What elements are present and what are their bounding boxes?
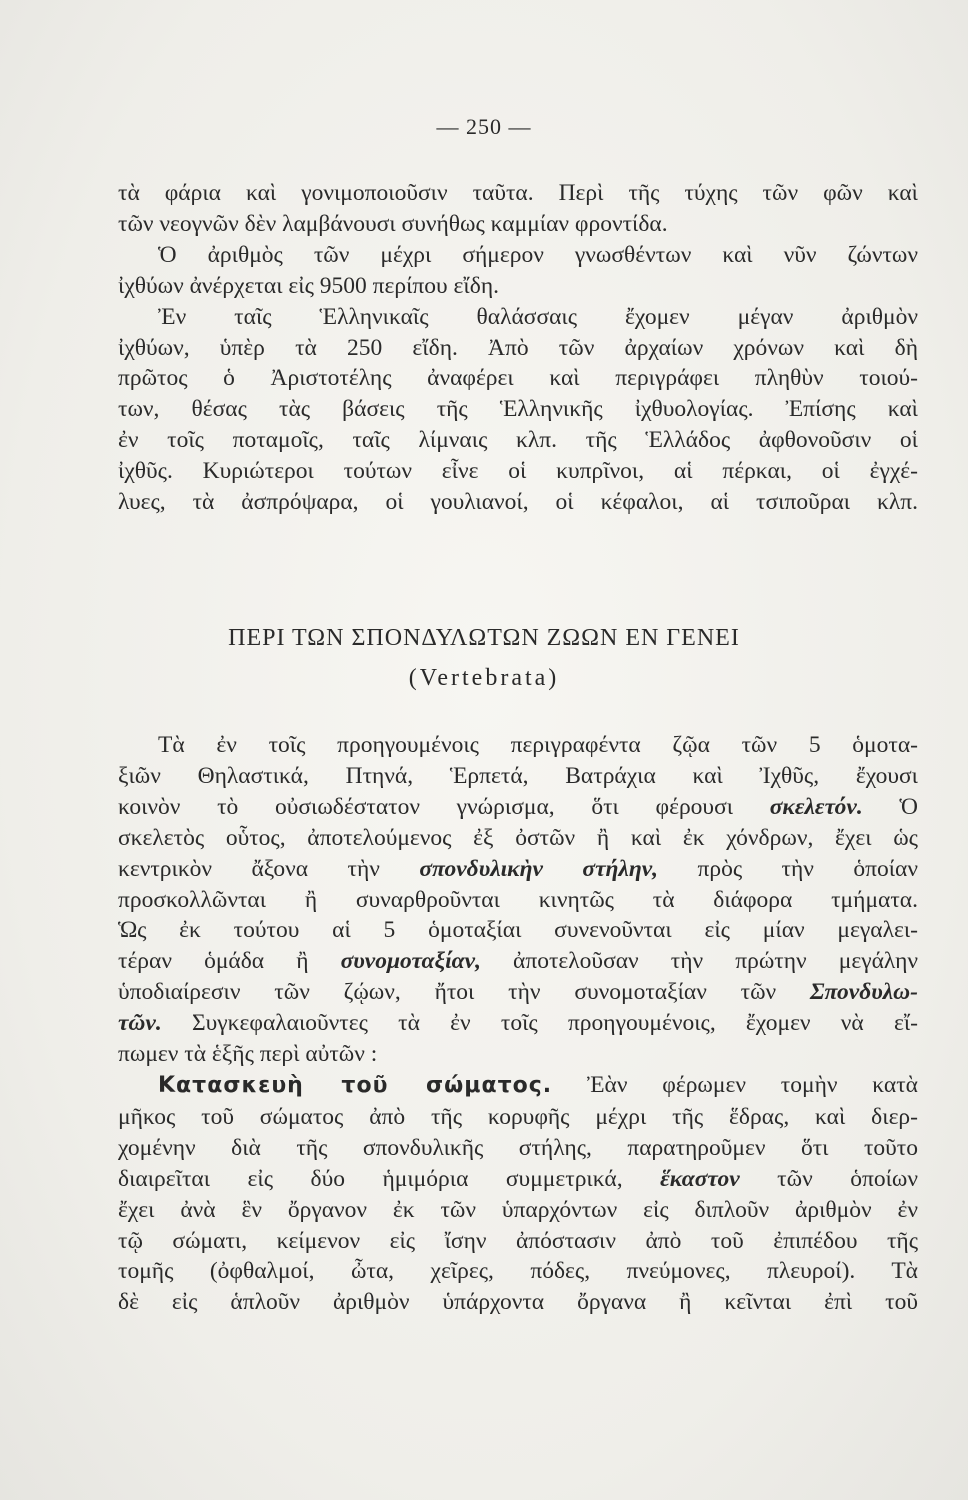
text-run: Συγκεφαλαιοῦντες τὰ ἐν τοῖς προηγουμένοις, ἔχομεν νὰ εἴ-	[161, 1010, 918, 1037]
text-line: τομῆς (ὀφθαλμοί, ὦτα, χεῖρες, πόδες, πνεύμονες, πλευροί). Τὰ	[118, 1258, 918, 1285]
text-line	[118, 1070, 918, 1102]
text-line: χομένην διὰ τῆς σπονδυλικῆς στήλης, παρατηροῦμεν ὅτι τοῦτο	[118, 1134, 918, 1161]
section-title: ΠΕΡΙ ΤΩΝ ΣΠΟΝΔΥΛΩΤΩΝ ΖΩΩΝ ΕΝ ΓΕΝΕΙ	[228, 625, 740, 651]
text-line	[118, 1008, 918, 1039]
text-line	[118, 792, 918, 823]
text-run: τῶν ὁποίων	[739, 1165, 918, 1192]
text-line: ἔχει ἀνὰ ἓν ὄργανον ἐκ τῶν ὑπαρχόντων εἰς διπλοῦν ἀριθμὸν ἐν	[118, 1196, 918, 1223]
text-line: ἐν τοῖς ποταμοῖς, ταῖς λίμναις κλπ. τῆς Ἑλλάδος ἀφθονοῦσιν οἱ	[118, 427, 918, 454]
emphasis-each: ἕκαστον	[660, 1165, 740, 1192]
text-line: Ἐν ταῖς Ἑλληνικαῖς θαλάσσαις ἔχομεν μέγαν ἀριθμὸν	[158, 303, 918, 330]
text-line: τῶν νεογνῶν δὲν λαμβάνουσι συνήθως καμμίαν φροντίδα.	[118, 210, 668, 237]
text-line: Ὡς ἐκ τούτου αἱ 5 ὁμοταξίαι συνενοῦνται εἰς μίαν μεγαλει-	[118, 917, 918, 944]
text-line: Τὰ ἐν τοῖς προηγουμένοις περιγραφέντα ζῷα τῶν 5 ὁμοτα-	[158, 732, 918, 758]
text-line: μῆκος τοῦ σώματος ἀπὸ τῆς κορυφῆς μέχρι τῆς ἕδρας, καὶ διερ-	[118, 1103, 918, 1130]
text-line: προσκολλῶνται ἢ συναρθροῦνται κινητῶς τὰ διάφορα τμήματα.	[118, 886, 918, 913]
text-line: σκελετὸς οὗτος, ἀποτελούμενος ἐξ ὀστῶν ἢ καὶ ἐκ χόνδρων, ἔχει ὡς	[118, 824, 918, 851]
emphasis-vertebrates: Σπονδυλω-	[809, 979, 918, 1006]
text-line: πωμεν τὰ ἑξῆς περὶ αὐτῶν :	[118, 1041, 378, 1068]
text-line	[118, 946, 918, 977]
emphasis-vertebrates-end: τῶν.	[118, 1010, 162, 1037]
text-line	[118, 1164, 918, 1195]
text-line: ἰχθύων ἀνέρχεται εἰς 9500 περίπου εἴδη.	[118, 272, 499, 299]
page-number: — 250 —	[436, 114, 532, 139]
subheading-body-structure: Κατασκευὴ τοῦ σώματος.	[158, 1072, 553, 1098]
text-line: των, θέσας τὰς βάσεις τῆς Ἑλληνικῆς ἰχθυολογίας. Ἐπίσης καὶ	[118, 396, 918, 423]
text-run: διαιρεῖται εἰς δύο ἡμιμόρια συμμετρικά,	[118, 1165, 661, 1192]
paragraph-block-vertebrata	[118, 730, 918, 1318]
text-line: ξιῶν Θηλαστικά, Πτηνά, Ἑρπετά, Βατράχια καὶ Ἰχθῦς, ἔχουσι	[118, 762, 918, 789]
text-run: πρὸς τὴν ὁποίαν	[658, 855, 918, 882]
text-line: δὲ εἰς ἁπλοῦν ἀριθμὸν ὑπάρχοντα ὄργανα ἢ κεῖνται ἐπὶ τοῦ	[118, 1289, 918, 1316]
text-run: Ἐὰν φέρωμεν τομὴν κατὰ	[552, 1071, 918, 1098]
emphasis-phylum: συνομοταξίαν,	[340, 948, 481, 975]
text-line: ἰχθῦς. Κυριώτεροι τούτων εἶνε οἱ κυπρῖνοι, αἱ πέρκαι, οἱ ἐγχέ-	[118, 458, 918, 485]
text-line: ἰχθύων, ὑπὲρ τὰ 250 εἴδη. Ἀπὸ τῶν ἀρχαίων χρόνων καὶ δὴ	[118, 334, 918, 361]
text-line: τὰ φάρια καὶ γονιμοποιοῦσιν ταῦτα. Περὶ τῆς τύχης τῶν φῶν καὶ	[118, 180, 918, 206]
paragraph-block-fish	[118, 178, 918, 518]
text-line: πρῶτος ὁ Ἀριστοτέλης ἀναφέρει καὶ περιγράφει πληθὺν τοιού-	[118, 365, 918, 392]
text-line	[118, 977, 918, 1008]
text-run: κοινὸν τὸ οὐσιωδέστατον γνώρισμα, ὅτι φέρουσι	[118, 793, 770, 820]
section-subtitle: (Vertebrata)	[408, 665, 560, 691]
text-run: τέραν ὁμάδα ἢ	[118, 948, 341, 975]
text-run: ἀποτελοῦσαν τὴν πρώτην μεγάλην	[480, 948, 919, 975]
text-line: τῷ σώματι, κείμενον εἰς ἴσην ἀπόστασιν ἀπὸ τοῦ ἐπιπέδου τῆς	[118, 1227, 918, 1254]
text-line	[118, 854, 918, 885]
text-line: Ὁ ἀριθμὸς τῶν μέχρι σήμερον γνωσθέντων καὶ νῦν ζώντων	[158, 241, 918, 268]
text-run: κεντρικὸν ἄξονα τὴν	[118, 855, 420, 882]
emphasis-spine: σπονδυλικὴν στήλην,	[419, 855, 659, 882]
text-run: ὑποδιαίρεσιν τῶν ζῴων, ἤτοι τὴν συνομοταξίαν τῶν	[118, 979, 810, 1006]
text-run: Ὁ	[862, 793, 919, 820]
text-line: λυες, τὰ ἀσπρόψαρα, οἱ γουλιανοί, οἱ κέφαλοι, αἱ τσιποῦραι κλπ.	[118, 489, 918, 516]
emphasis-skeleton: σκελετόν.	[769, 793, 863, 820]
